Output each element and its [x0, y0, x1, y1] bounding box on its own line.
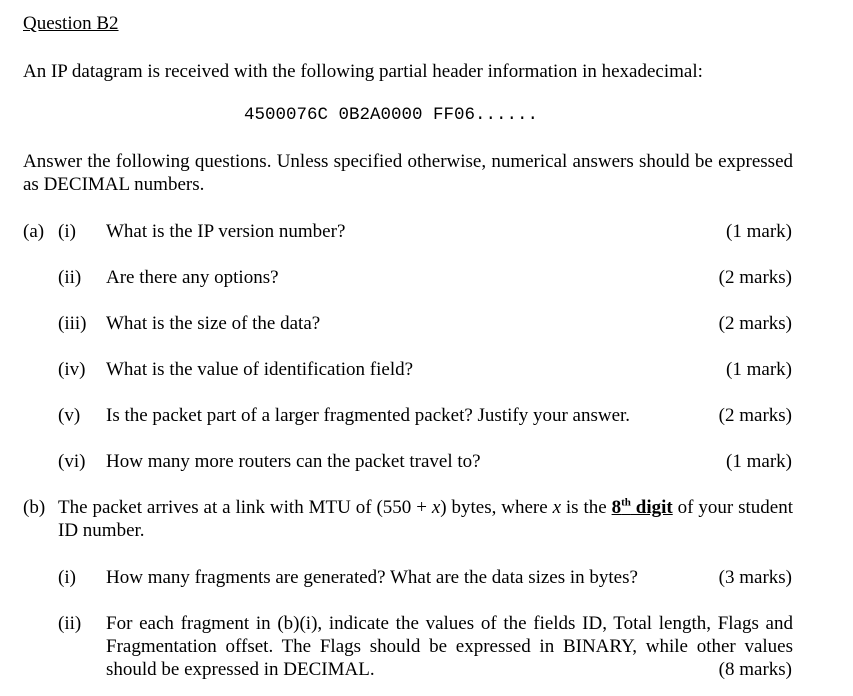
question-title: Question B2 — [23, 13, 119, 34]
a-i-text: What is the IP version number? — [106, 221, 346, 242]
b-ii-mark: (8 marks) — [718, 659, 792, 680]
a-i-num: (i) — [58, 221, 76, 242]
a-ii-mark: (2 marks) — [718, 267, 792, 288]
part-b-label: (b) — [23, 497, 46, 518]
a-iv-text: What is the value of identification field? — [106, 359, 414, 380]
b-i-num: (i) — [58, 567, 76, 588]
hex-header: 4500076C 0B2A0000 FF06...... — [244, 105, 539, 125]
a-vi-mark: (1 mark) — [726, 451, 792, 472]
a-ii-text: Are there any options? — [106, 267, 279, 288]
intro-text: An IP datagram is received with the following partial header information in hexadecimal: — [23, 61, 703, 82]
a-iii-num: (iii) — [58, 313, 87, 334]
a-v-text: Is the packet part of a larger fragmented packet? Justify your answer. — [106, 405, 631, 426]
part-a-label: (a) — [23, 221, 45, 242]
part-b-intro: The packet arrives at a link with MTU of (550 + x) bytes, where x is the 8th digit of your student ID number. — [58, 496, 793, 541]
instructions-text: Answer the following questions. Unless specified otherwise, numerical answers should be expressed as DECIMAL numbers. — [23, 151, 793, 195]
b-i-text: How many fragments are generated? What are the data sizes in bytes? — [106, 567, 638, 588]
a-iv-num: (iv) — [58, 359, 86, 380]
eighth-digit-emphasis: 8th digit — [611, 496, 673, 518]
a-iii-mark: (2 marks) — [718, 313, 792, 334]
a-vi-text: How many more routers can the packet travel to? — [106, 451, 481, 472]
b-ii-num: (ii) — [58, 613, 82, 634]
b-i-mark: (3 marks) — [718, 567, 792, 588]
a-v-mark: (2 marks) — [718, 405, 792, 426]
a-vi-num: (vi) — [58, 451, 86, 472]
a-iv-mark: (1 mark) — [726, 359, 792, 380]
a-iii-text: What is the size of the data? — [106, 313, 321, 334]
a-i-mark: (1 mark) — [726, 221, 792, 242]
a-v-num: (v) — [58, 405, 81, 426]
a-ii-num: (ii) — [58, 267, 82, 288]
b-ii-text: For each fragment in (b)(i), indicate the values of the fields ID, Total length, Flags and Fragmentation offset. The Flags should be expressed in BINARY, while other values should be expressed in DECIMAL. — [106, 613, 793, 680]
